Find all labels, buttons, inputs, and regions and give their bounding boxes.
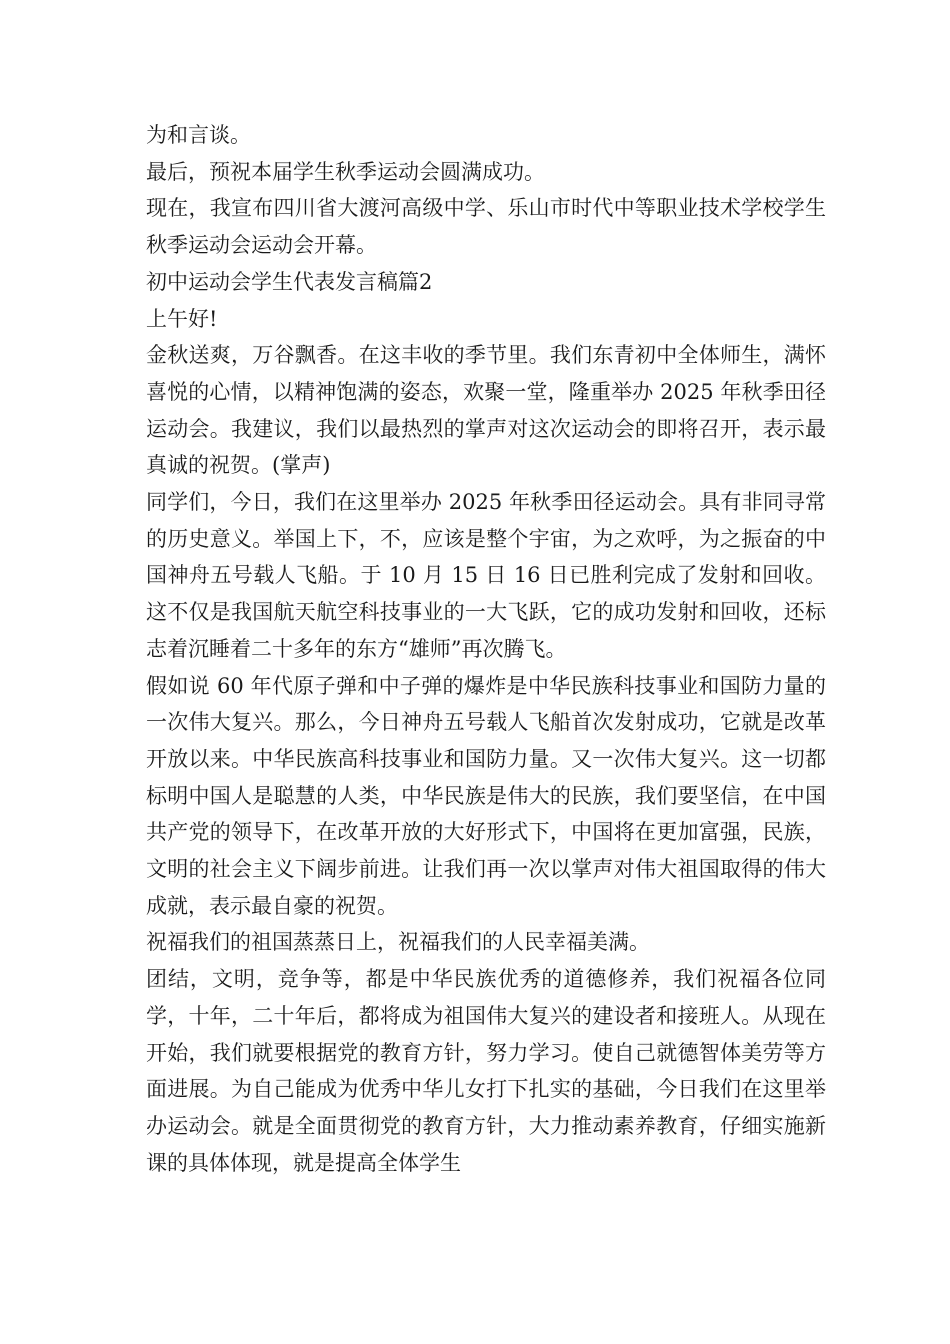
paragraph-autumn-intro: 金秋送爽，万谷飘香。在这丰收的季节里。我们东青初中全体师生，满怀喜悦的心情，以精神饱满的姿态，欢聚一堂，隆重举办 2025 年秋季田径运动会。我建议，我们以最热烈的掌声对这次运动会的即将召开，表示最真诚的祝贺。(掌声): [146, 343, 826, 478]
paragraph-national-revival: 假如说 60 年代原子弹和中子弹的爆炸是中华民族科技事业和国防力量的一次伟大复兴。那么，今日神舟五号载人飞船首次发射成功，它就是改革开放以来。中华民族高科技事业和国防力量。又一次伟大复兴。这一切都标明中国人是聪慧的人类，中华民族是伟大的民族，我们要坚信，在中国共产党的领导下，在改革开放的大好形式下，中国将在更加富强，民族，文明的社会主义下阔步前进。让我们再一次以掌声对伟大祖国取得的伟大成就，表示最自豪的祝贺。: [146, 673, 826, 918]
paragraph-shenzhou-significance: 同学们，今日，我们在这里举办 2025 年秋季田径运动会。具有非同寻常的历史意义。举国上下，不，应该是整个宇宙，为之欢呼，为之振奋的中国神舟五号载人飞船。于 10 月 15 日 16 日已胜利完成了发射和回收。这不仅是我国航天航空科技事业的一大飞跃，它的成功发射和回收，还标志着沉睡着二十多年的东方“雄师”再次腾飞。: [146, 490, 826, 661]
paragraph-education-policy: 团结，文明，竞争等，都是中华民族优秀的道德修养，我们祝福各位同学，十年，二十年后，都将成为祖国伟大复兴的建设者和接班人。从现在开始，我们就要根据党的教育方针，努力学习。使自己就德智体美劳等方面进展。为自己能成为优秀中华儿女打下扎实的基础，今日我们在这里举办运动会。就是全面贯彻党的教育方针，大力推动素养教育，仔细实施新课的具体体现，就是提高全体学生: [146, 967, 826, 1175]
paragraph-blessing: 祝福我们的祖国蒸蒸日上，祝福我们的人民幸福美满。: [146, 930, 650, 955]
section-heading: 初中运动会学生代表发言稿篇2: [146, 269, 433, 294]
paragraph-closing-fragment: 为和言谈。: [146, 123, 251, 147]
paragraph-opening-declaration: 现在，我宣布四川省大渡河高级中学、乐山市时代中等职业技术学校学生秋季运动会运动会开幕。: [146, 196, 826, 258]
paragraph-greeting: 上午好!: [146, 306, 218, 331]
paragraph-wishes: 最后，预祝本届学生秋季运动会圆满成功。: [146, 159, 545, 184]
document-body: [146, 117, 826, 1181]
